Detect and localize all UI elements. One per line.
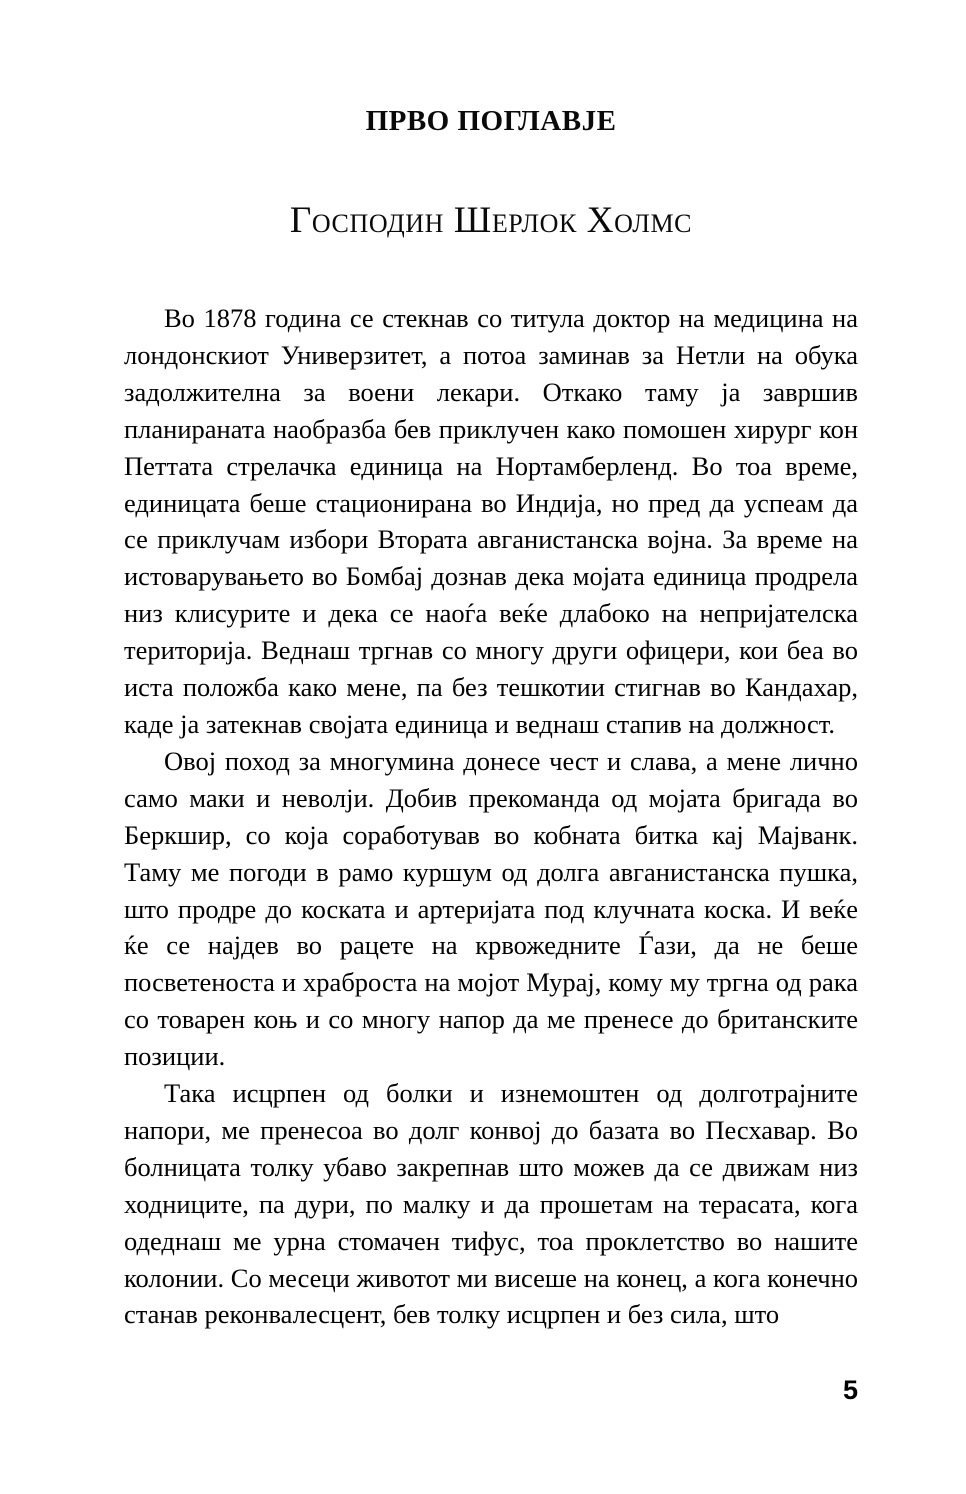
body-text <box>124 300 858 1333</box>
page-number: 5 <box>842 1375 858 1405</box>
chapter-label: ПРВО ПОГЛАВЈЕ <box>365 105 617 137</box>
paragraph: Во 1878 година се стекнав со титула доктор на медицина на лондонскиот Универзитет, а потоа заминав за Нетли на обука задолжителна за воени лекари. Откако таму ја завршив планираната наобразба бев приклучен како помошен хирург кон Петтата стрелачка единица на Нортамберленд. Во тоа време, единицата беше стационирана во Индија, но пред да успеам да се приклучам избори Втората авганистанска војна. За време на истоварувањето во Бомбај дознав дека мојата единица продрела низ клисурите и дека се наоѓа веќе длабоко на непријателска територија. Веднаш тргнав со многу други офицери, кои беа во иста положба како мене, па без тешкотии стигнав во Кандахар, каде ја затекнав својата единица и веднаш стапив на должност. <box>124 303 858 739</box>
chapter-title: Господин Шерлок Холмс <box>289 200 693 241</box>
paragraph: Овој поход за многумина донесе чест и слава, а мене лично само маки и неволји. Добив прекоманда од мојата бригада во Беркшир, со која соработував во кобната битка кај Мајванк. Таму ме погоди в рамо куршум од долга авганистанска пушка, што продре до коската и артеријата под клучната коска. И веќе ќе се најдев во рацете на крвожедните Ѓази, да не беше посветеноста и храброста на мојот Мурај, кому му тргна од рака со товарен коњ и со многу напор да ме пренесе до британските позиции. <box>124 745 858 1072</box>
paragraph: Така исцрпен од болки и изнемоштен од долготрајните напори, ме пренесоа во долг конвој до базата во Песхавар. Во болницата толку убаво закрепнав што можев да се движам низ ходниците, па дури, по малку и да прошетам на терасата, кога одеднаш ме урна стомачен тифус, тоа проклетство во нашите колонии. Со месеци животот ми висеше на конец, а кога конечно станав реконвалесцент, бев толку исцрпен и без сила, што <box>124 1078 858 1330</box>
